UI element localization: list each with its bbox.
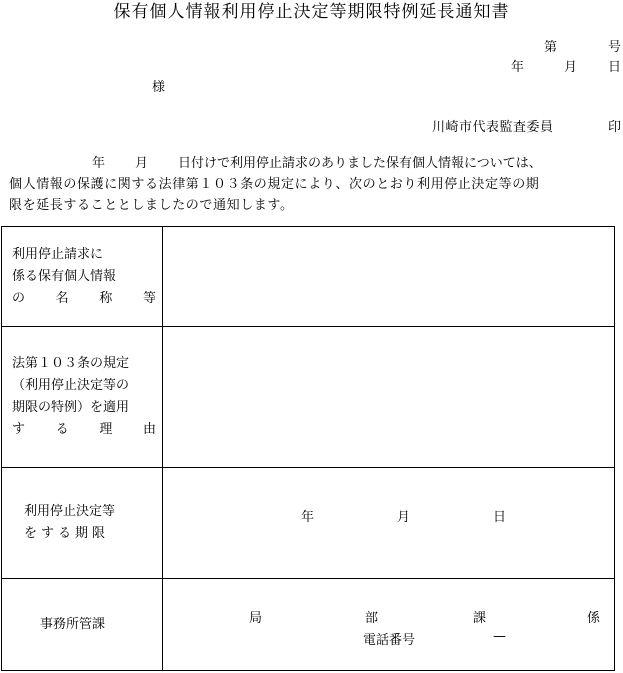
- value-target-info: [163, 227, 615, 327]
- document-title: 保有個人情報利用停止決定等期限特例延長通知書: [113, 2, 510, 22]
- label-line: をする期限: [24, 526, 110, 541]
- notice-table: [1, 226, 615, 671]
- label-reason: [2, 327, 163, 468]
- department-unit: 係: [587, 611, 601, 626]
- document-number-prefix: 第: [544, 40, 558, 55]
- label-line: 事務所管課: [40, 616, 106, 632]
- label-department: [2, 579, 163, 671]
- phone-separator: —: [493, 629, 506, 644]
- label-spread-line: の 名 称 等: [12, 290, 156, 306]
- deadline-month: 月: [397, 510, 411, 525]
- department-section: 課: [473, 611, 487, 626]
- seal-mark: 印: [608, 120, 622, 135]
- value-reason: [163, 327, 615, 468]
- issue-date-month: 月: [564, 60, 578, 75]
- deadline-year: 年: [301, 510, 315, 525]
- label-line: 利用停止決定等: [24, 504, 116, 519]
- table-row-target-info: [2, 227, 615, 327]
- phone-label: 電話番号: [363, 633, 416, 648]
- body-date-year: 年: [92, 156, 106, 171]
- department-division: 部: [365, 611, 379, 626]
- body-line-2: 個人情報の保護に関する法律第１０３条の規定により、次のとおり利用停止決定等の期: [9, 177, 540, 192]
- body-line-1: 日付けで利用停止請求のありました保有個人情報については、: [178, 156, 542, 171]
- label-line: （利用停止決定等の: [12, 378, 130, 393]
- sender-name: 川崎市代表監査委員: [432, 120, 554, 135]
- issue-date-year: 年: [511, 60, 525, 75]
- value-department: [163, 579, 615, 671]
- label-line: 期限の特例）を適用: [12, 400, 130, 415]
- value-deadline: [163, 468, 615, 579]
- table-row-reason: [2, 327, 615, 468]
- body-date-month: 月: [135, 156, 149, 171]
- department-bureau: 局: [249, 611, 263, 626]
- issue-date-day: 日: [608, 60, 622, 75]
- deadline-day: 日: [493, 510, 507, 525]
- label-line: 法第１０３条の規定: [12, 356, 130, 371]
- body-line-3: 限を延長することとしましたので通知します。: [9, 198, 294, 213]
- table-row-department: [2, 579, 615, 671]
- label-line: 係る保有個人情報: [12, 268, 117, 284]
- label-deadline: [2, 468, 163, 579]
- addressee-honorific: 様: [152, 80, 166, 95]
- label-line: 利用停止請求に: [12, 246, 104, 262]
- label-target-info: [2, 227, 163, 327]
- document-number-suffix: 号: [608, 40, 622, 55]
- label-spread-line: す る 理 由: [12, 422, 156, 437]
- table-row-deadline: [2, 468, 615, 579]
